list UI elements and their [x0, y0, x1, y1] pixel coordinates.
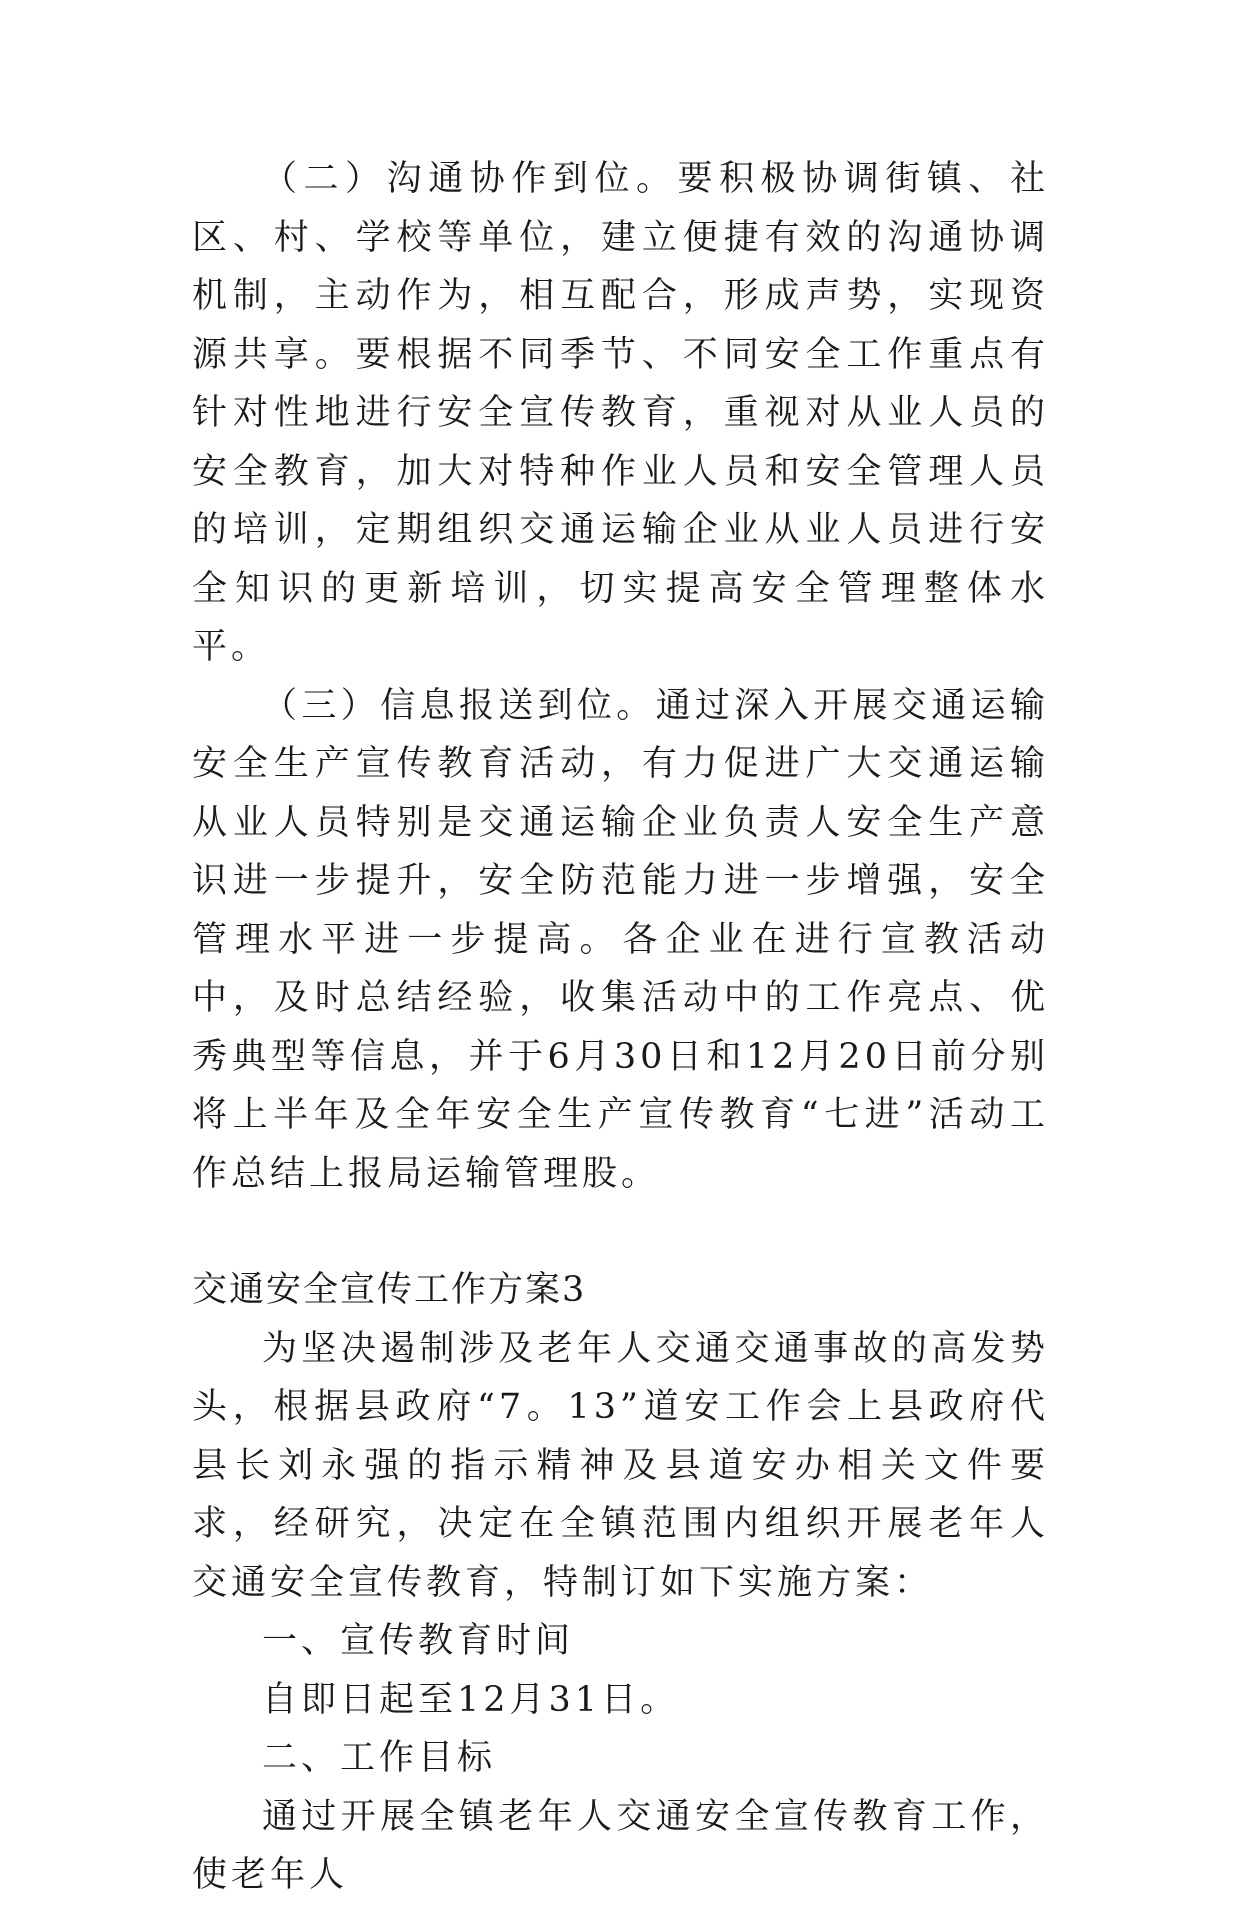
document-body [192, 150, 1049, 1905]
paragraph-intro: 为坚决遏制涉及老年人交通交通事故的高发势头，根据县政府“7。13”道安工作会上县政府代县长刘永强的指示精神及县道安办相关文件要求，经研究，决定在全镇范围内组织开展老年人交通安全宣传教育，特制订如下实施方案： [192, 1328, 1049, 1603]
heading-education-time: 一、宣传教育时间 [262, 1621, 575, 1661]
paragraph-communication: （二）沟通协作到位。要积极协调街镇、社区、村、学校等单位，建立便捷有效的沟通协调机制，主动作为，相互配合，形成声势，实现资源共享。要根据不同季节、不同安全工作重点有针对性地进行安全宣传教育，重视对从业人员的安全教育，加大对特种作业人员和安全管理人员的培训，定期组织交通运输企业从业人员进行安全知识的更新培训，切实提高安全管理整体水平。 [192, 159, 1049, 667]
section-spacer [192, 1203, 1049, 1261]
paragraph-work-goal: 通过开展全镇老年人交通安全宣传教育工作，使老年人 [192, 1796, 1049, 1895]
paragraph-education-time: 自即日起至12月31日。 [262, 1679, 680, 1720]
heading-work-goal: 二、工作目标 [262, 1738, 497, 1778]
section-title: 交通安全宣传工作方案3 [192, 1270, 587, 1310]
paragraph-information-report: （三）信息报送到位。通过深入开展交通运输安全生产宣传教育活动，有力促进广大交通运输从业人员特别是交通运输企业负责人安全生产意识进一步提升，安全防范能力进一步增强，安全管理水平进一步提高。各企业在进行宣教活动中，及时总结经验，收集活动中的工作亮点、优秀典型等信息，并于6月30日和12月20日前分别将上半年及全年安全生产宣传教育“七进”活动工作总结上报局运输管理股。 [192, 685, 1049, 1194]
